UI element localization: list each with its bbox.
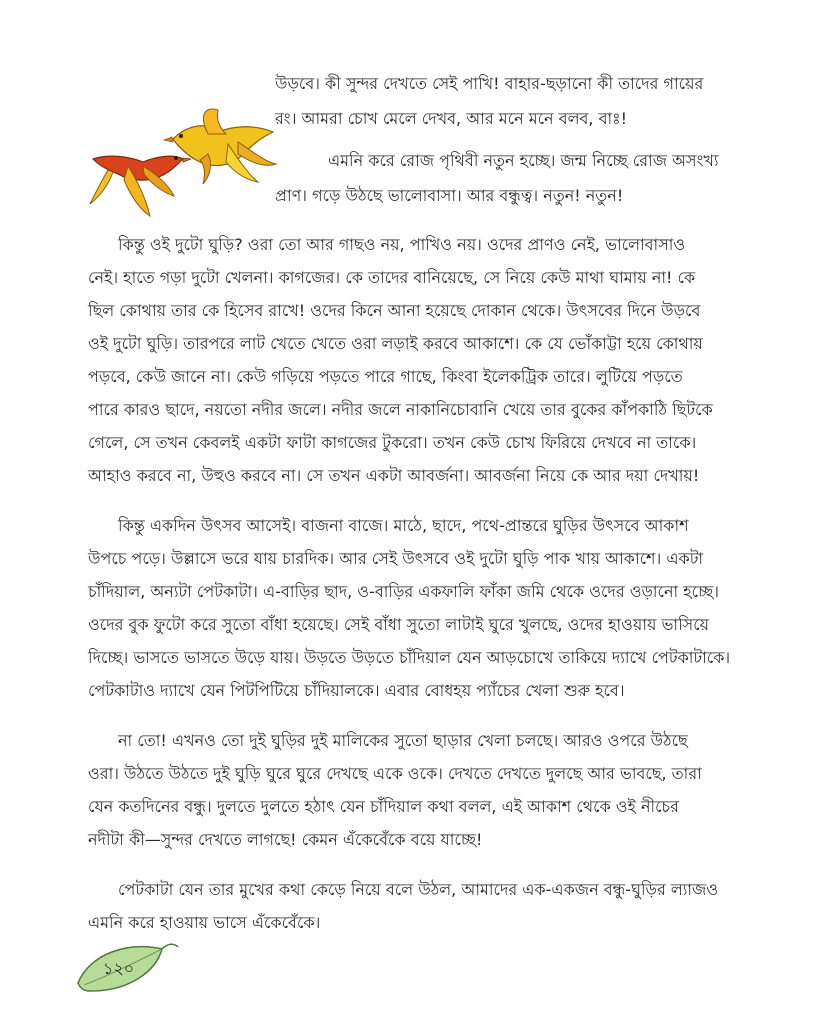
paragraph-4-line: না তো! এখনও তো দুই ঘুড়ির দুই মালিকের সুতো ছাড়ার খেলা চলছে। আরও ওপরে উঠছে — [118, 731, 688, 750]
paragraph-2-line: আহাও করবে না, উহুও করবে না। সে তখন একটা আবর্জনা। আবর্জনা নিয়ে কে আর দয়া দেখায়! — [88, 466, 700, 485]
paragraph-5-line: পেটকাটা যেন তার মুখের কথা কেড়ে নিয়ে বলে উঠল, আমাদের এক-একজন বন্ধু-ঘুড়ির ল্যাজও — [118, 880, 719, 899]
paragraph-2-line: ওই দুটো ঘুড়ি। তারপরে লাট খেতে খেতে ওরা লড়াই করবে আকাশে। কে যে ভোঁকাট্টা হয়ে কোথায় — [88, 334, 703, 353]
paragraph-4-line: নদীটা কী—সুন্দর দেখতে লাগছে! কেমন এঁকেবেঁকে বয়ে যাচ্ছে! — [88, 830, 483, 849]
paragraph-2-line: পড়বে, কেউ জানে না। কেউ গড়িয়ে পড়তে পারে গাছে, কিংবা ইলেকট্রিক তারে। লুটিয়ে পড়তে — [88, 367, 683, 386]
paragraph-2-line: পারে কারও ছাদে, নয়তো নদীর জলে। নদীর জলে নাকানিচোবানি খেয়ে তার বুকের কাঁপকাঠি ছিটকে — [88, 400, 713, 419]
paragraph-1-line: প্রাণ। গড়ে উঠছে ভালোবাসা। আর বন্ধুত্ব। নতুন! নতুন! — [275, 186, 624, 205]
paragraph-3-line: দিচ্ছে। ভাসতে ভাসতে উড়ে যায়। উড়তে উড়তে চাঁদিয়াল যেন আড়চোখে তাকিয়ে দ্যাখে পেটকাটাকে। — [88, 648, 731, 667]
birds-illustration — [88, 104, 288, 224]
paragraph-3-line: উপচে পড়ে। উল্লাসে ভরে যায় চারদিক। আর সেই উৎসবে ওই দুটো ঘুড়ি পাক খায় আকাশে। একটা — [88, 549, 704, 568]
page-number: ১২০ — [103, 959, 135, 978]
paragraph-3-line: কিন্তু একদিন উৎসব আসেই। বাজনা বাজে। মাঠে, ছাদে, পথে-প্রান্তরে ঘুড়ির উৎসবে আকাশ — [118, 516, 689, 535]
paragraph-5-line: এমনি করে হাওয়ায় ভাসে এঁকেবেঁকে। — [88, 913, 321, 932]
paragraph-2-line: ছিল কোথায় তার কে হিসেব রাখে! ওদের কিনে আনা হয়েছে দোকান থেকে। উৎসবের দিনে উড়বে — [88, 301, 701, 320]
paragraph-1-line: এমনি করে রোজ পৃথিবী নতুন হচ্ছে। জন্ম নিচ্ছে রোজ অসংখ্য — [328, 151, 719, 170]
paragraph-4-line: যেন কতদিনের বন্ধু। দুলতে দুলতে হঠাৎ যেন চাঁদিয়াল কথা বলল, এই আকাশ থেকে ওই নীচের — [88, 797, 679, 816]
red-bird-icon — [90, 156, 191, 216]
paragraph-3-line: চাঁদিয়াল, অন্যটা পেটকাটা। এ-বাড়ির ছাদ, ও-বাড়ির একফালি ফাঁকা জমি থেকে ওদের ওড়ানো হচ্ছে। — [88, 582, 719, 601]
intro-line: রং। আমরা চোখ মেলে দেখব, আর মনে মনে বলব, বাঃ! — [275, 109, 628, 128]
yellow-bird-icon — [164, 109, 276, 184]
paragraph-3-line: ওদের বুক ফুটো করে সুতো বাঁধা হয়েছে। সেই বাঁধা সুতো লাটাই ঘুরে খুলছে, ওদের হাওয়ায় ভাসিয়ে — [88, 615, 710, 634]
paragraph-2-line: নেই। হাতে গড়া দুটো খেলনা। কাগজের। কে তাদের বানিয়েছে, সে নিয়ে কেউ মাথা ঘামায় না! কে — [88, 268, 696, 287]
paragraph-3-line: পেটকাটাও দ্যাখে যেন পিটপিটিয়ে চাঁদিয়ালকে। এবার বোধহয় প্যাঁচের খেলা শুরু হবে। — [88, 681, 625, 700]
paragraph-4-line: ওরা। উঠতে উঠতে দুই ঘুড়ি ঘুরে ঘুরে দেখছে একে ওকে। দেখতে দেখতে দুলছে আর ভাবছে, তারা — [88, 764, 702, 783]
paragraph-2-line: গেলে, সে তখন কেবলই একটা ফাটা কাগজের টুকরো। তখন কেউ চোখ ফিরিয়ে দেখবে না তাকে। — [88, 433, 697, 452]
intro-line: উড়বে। কী সুন্দর দেখতে সেই পাখি! বাহার-ছড়ানো কী তাদের গায়ের — [275, 74, 704, 93]
paragraph-2-line: কিন্তু ওই দুটো ঘুড়ি? ওরা তো আর গাছও নয়, পাখিও নয়। ওদের প্রাণও নেই, ভালোবাসাও — [118, 235, 686, 254]
